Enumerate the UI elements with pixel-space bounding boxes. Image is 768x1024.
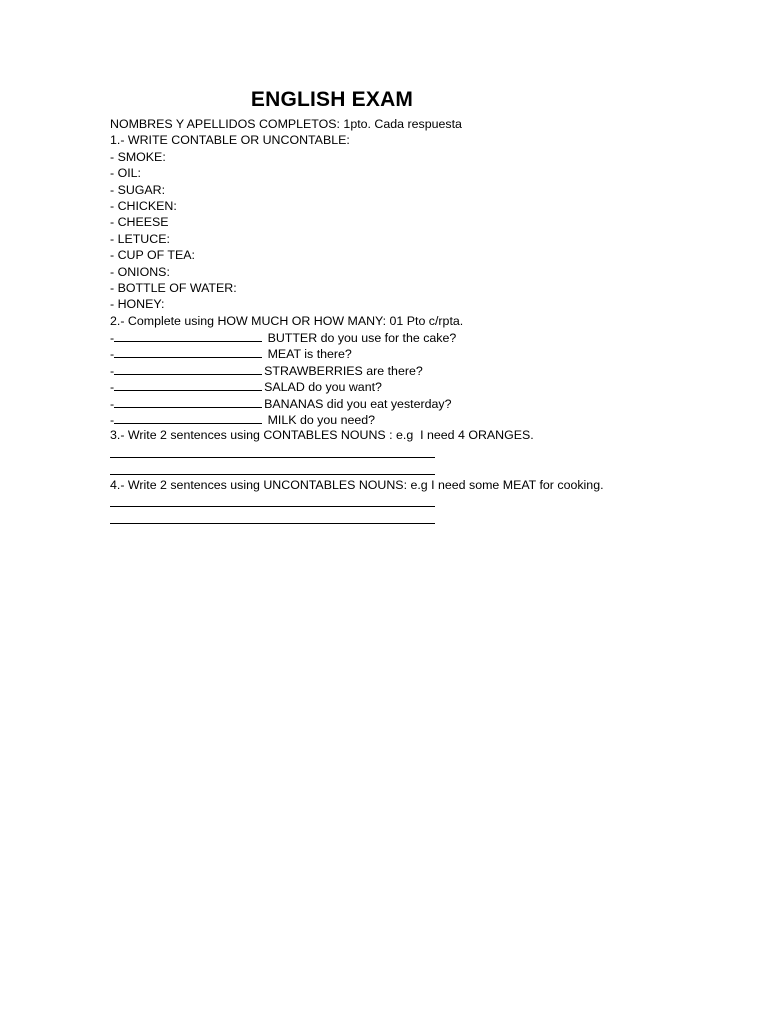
page-title: ENGLISH EXAM [250,88,414,111]
item-dash: - [110,380,115,395]
question-2-item [110,329,730,345]
question-1-item: - LETUCE: [110,231,170,246]
item-dash: - [110,413,115,428]
question-2-prompt: 2.- Complete using HOW MUCH OR HOW MANY: 01 Pto c/rpta. [110,313,464,328]
question-2-item-text: BANANAS did you eat yesterday? [264,396,452,411]
question-2-item [110,395,730,411]
question-1-item: - CHICKEN: [110,198,177,213]
question-2-item [110,411,730,427]
answer-blank[interactable] [114,411,262,424]
question-2-item-text: MILK do you need? [264,413,376,428]
answer-line[interactable] [110,460,730,476]
question-2-item [110,345,730,361]
name-header-line: NOMBRES Y APELLIDOS COMPLETOS: 1pto. Cada respuesta [110,117,462,131]
answer-line[interactable] [110,493,730,509]
question-1-item: - SMOKE: [110,149,166,164]
question-2-item-text: SALAD do you want? [264,380,382,395]
answer-blank[interactable] [114,378,262,391]
question-3-prompt: 3.- Write 2 sentences using CONTABLES NOUNS : e.g I need 4 ORANGES. [110,428,534,443]
item-dash: - [110,331,115,346]
item-dash: - [110,363,115,378]
question-1-item: - SUGAR: [110,182,166,197]
question-1-item: - HONEY: [110,297,165,312]
exam-body [110,116,730,526]
answer-line[interactable] [110,509,730,525]
question-1-prompt: 1.- WRITE CONTABLE OR UNCONTABLE: [110,133,350,148]
question-1-item: - BOTTLE OF WATER: [110,280,237,295]
question-2-item [110,378,730,394]
question-2-item-text: MEAT is there? [264,347,352,362]
item-dash: - [110,347,115,362]
question-4-prompt: 4.- Write 2 sentences using UNCONTABLES NOUNS: e.g I need some MEAT for cooking. [110,477,604,492]
question-2-item-text: BUTTER do you use for the cake? [264,331,457,346]
answer-line[interactable] [110,444,730,460]
answer-blank[interactable] [114,395,262,408]
question-2-item [110,362,730,378]
question-1-item: - CUP OF TEA: [110,248,195,263]
item-dash: - [110,396,115,411]
question-1-item: - OIL: [110,166,141,181]
question-1-item: - ONIONS: [110,264,170,279]
question-2-item-text: STRAWBERRIES are there? [264,363,423,378]
question-1-item: - CHEESE [110,215,169,230]
answer-blank[interactable] [114,362,262,375]
answer-blank[interactable] [114,345,262,358]
answer-blank[interactable] [114,329,262,342]
